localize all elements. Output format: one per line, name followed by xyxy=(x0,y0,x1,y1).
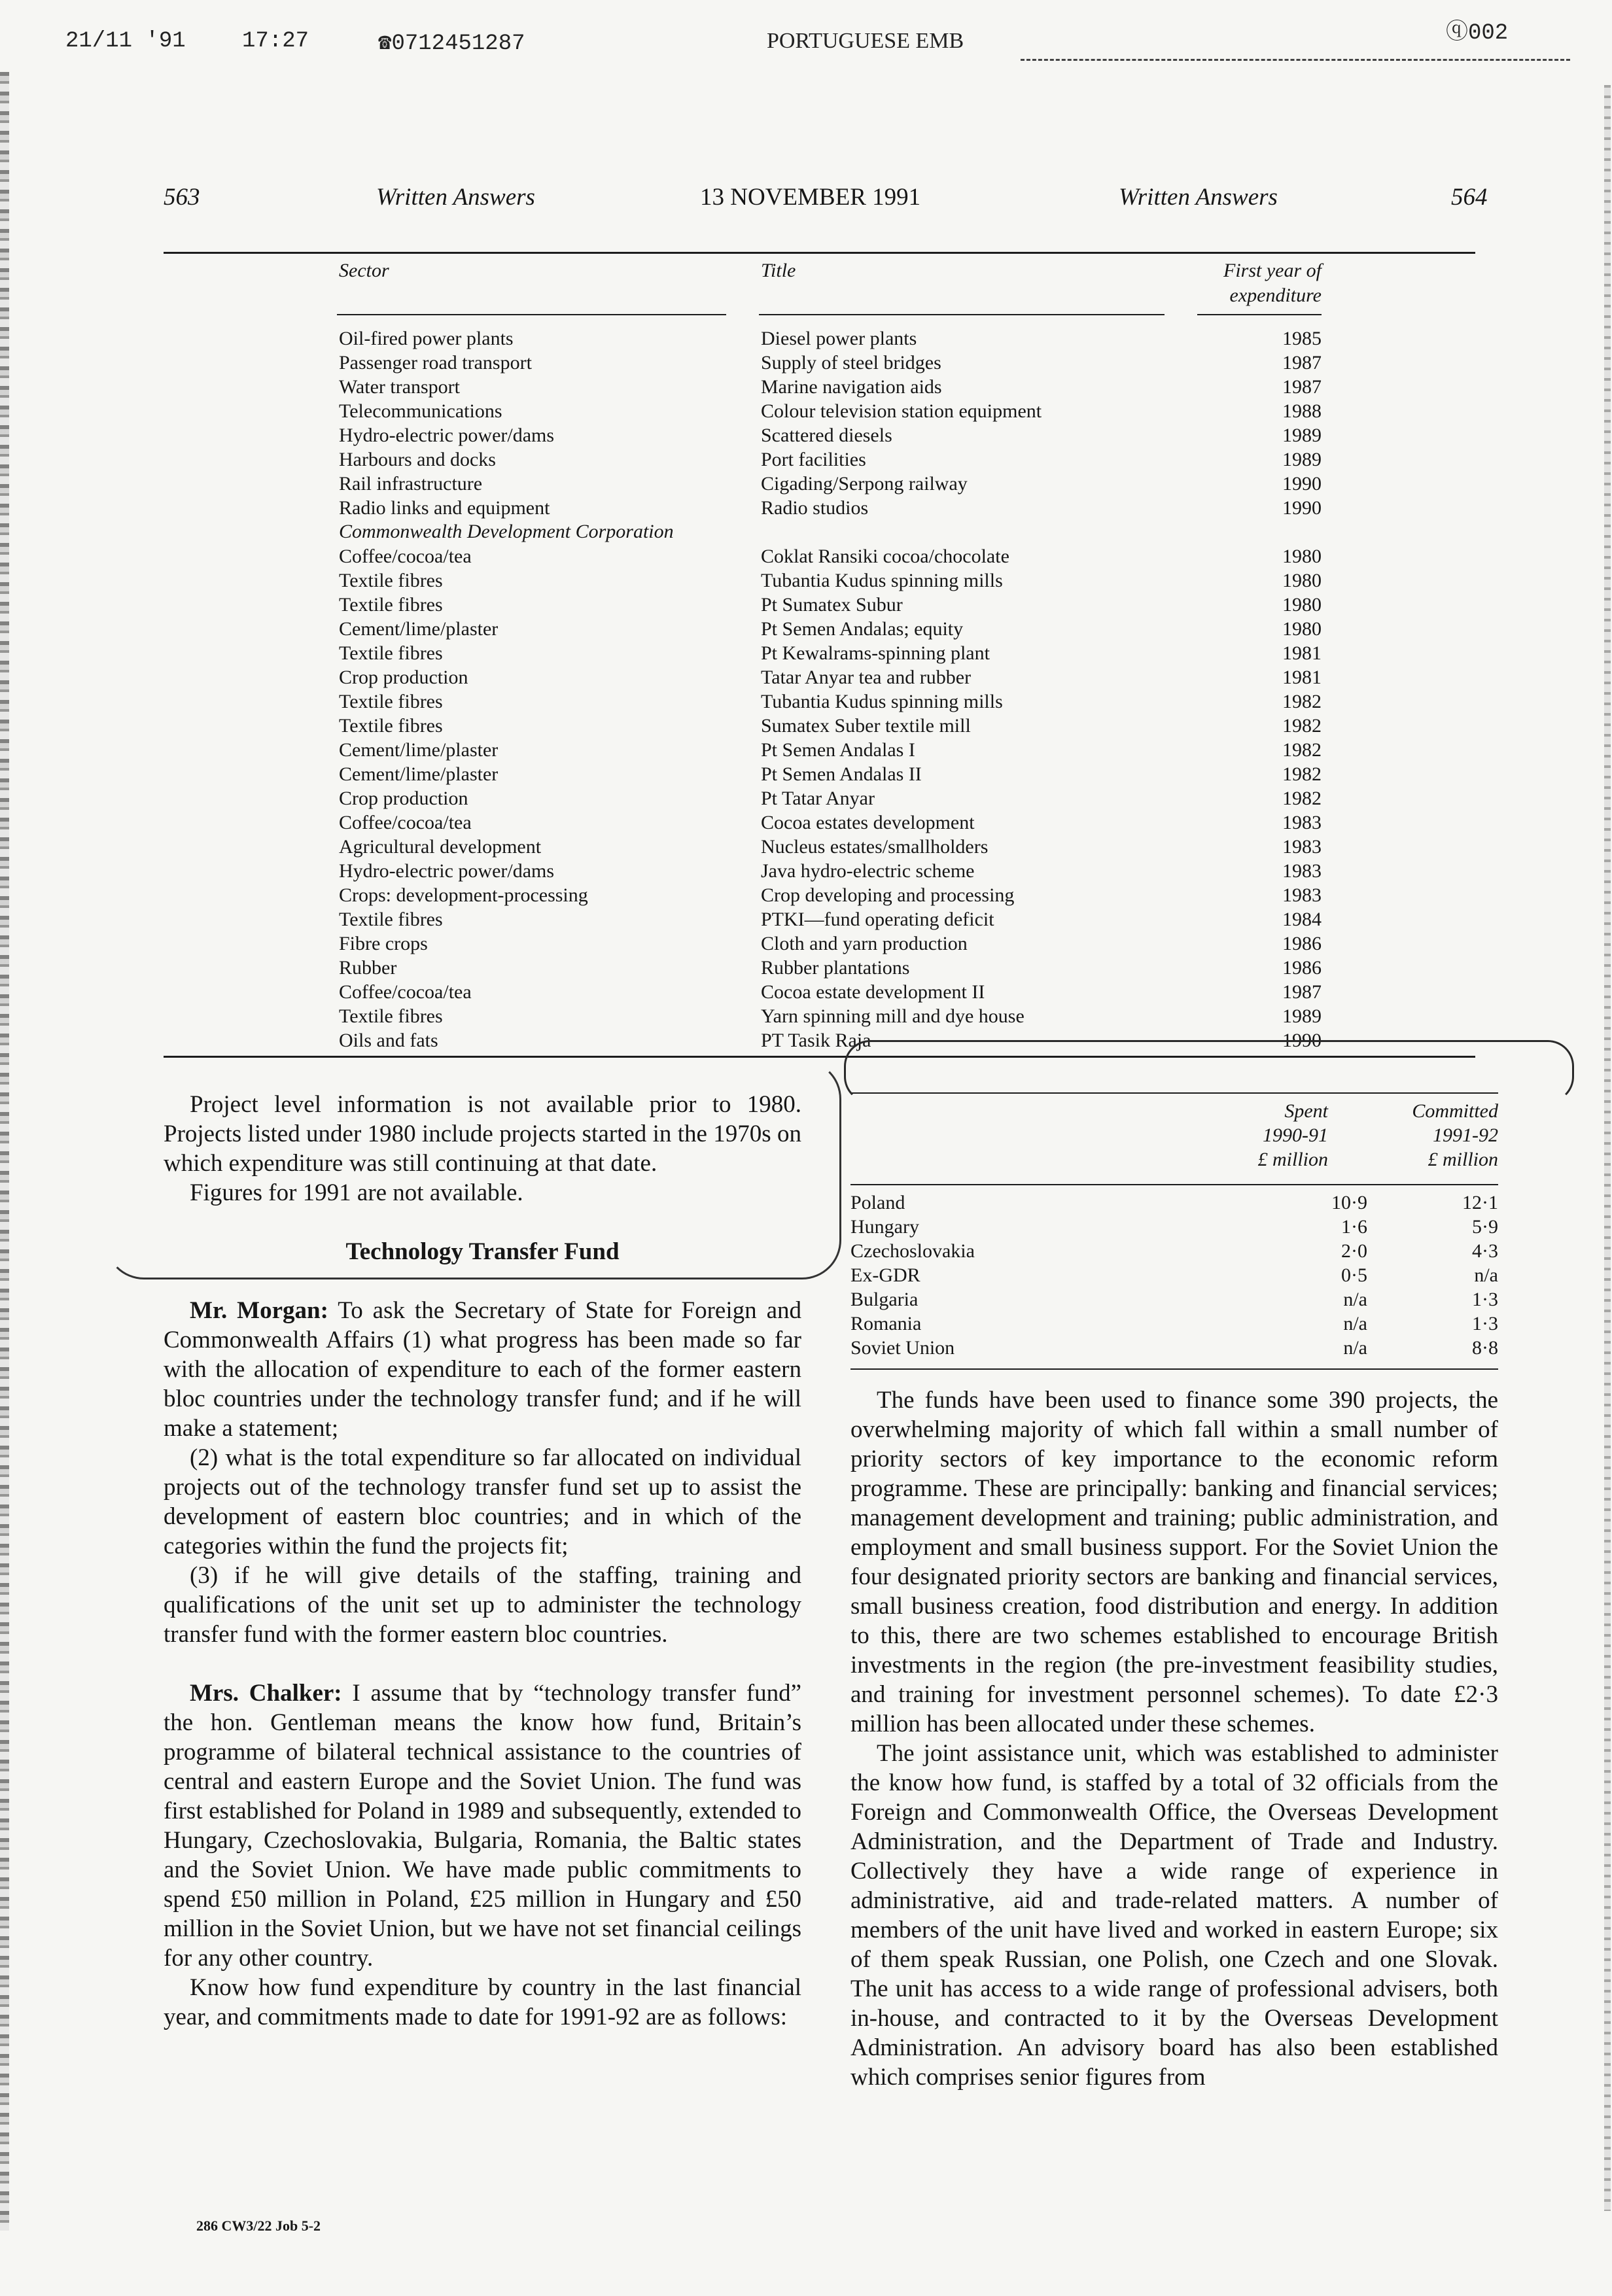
sector-cell: Cement/lime/plaster xyxy=(339,739,499,761)
committed-cell: 12·1 xyxy=(1462,1192,1498,1213)
table-row xyxy=(0,860,1612,883)
table-row xyxy=(0,666,1612,689)
sector-cell: Textile fibres xyxy=(339,1005,443,1027)
committed-cell: 4·3 xyxy=(1472,1240,1498,1262)
sector-header: Sector xyxy=(339,260,389,281)
sector-cell: Water transport xyxy=(339,376,461,398)
answer-1: Mrs. Chalker: I assume that by “technology transfer fund” the hon. Gentleman means the know how fund, Britain’s programme of bilateral technical assistance to the countries of central and eastern Europe and the Soviet Union. The fund was first established for Poland in 1989 and subsequently, extended to Hungary, Czechoslovakia, Bulgaria, Romania, the Baltic states and the Soviet Union. We have made public commitments to spend £50 million in Poland, £25 million in Hungary and £50 million in the Soviet Union, but we have not set financial ceilings for any other country. xyxy=(164,1680,801,1972)
sector-cell: Cement/lime/plaster xyxy=(339,763,499,785)
table-row xyxy=(0,617,1612,641)
sector-cell: Coffee/cocoa/tea xyxy=(339,546,472,567)
fax-time: 17:27 xyxy=(242,29,309,54)
year-cell: 1983 xyxy=(1282,860,1322,882)
title-cell: Pt Sumatex Subur xyxy=(761,594,903,616)
running-head xyxy=(0,183,1612,222)
spent-cell: 0·5 xyxy=(1341,1264,1367,1286)
table-row xyxy=(0,932,1612,956)
spend-row xyxy=(850,1287,1498,1312)
table-row xyxy=(0,1005,1612,1028)
year-cell: 1983 xyxy=(1282,884,1322,906)
spent-cell: 2·0 xyxy=(1341,1240,1367,1262)
sector-cell: Crop production xyxy=(339,788,468,809)
sector-cell: Textile fibres xyxy=(339,715,443,737)
spent-cell: 1·6 xyxy=(1341,1216,1367,1238)
spend-row xyxy=(850,1215,1498,1239)
year-header-line1: First year of xyxy=(1223,260,1322,281)
figures-note: Figures for 1991 are not available. xyxy=(190,1179,523,1206)
question-1: Mr. Morgan: To ask the Secretary of State for Foreign and Commonwealth Affairs (1) what progress has been made so far with the allocation of expenditure to each of the former eastern bloc countries under the technology transfer fund; and if he will make a statement; xyxy=(164,1297,802,1442)
title-cell: Tubantia Kudus spinning mills xyxy=(761,570,1003,591)
title-cell: Port facilities xyxy=(761,449,866,470)
year-cell: 1983 xyxy=(1282,812,1322,833)
country-cell: Soviet Union xyxy=(850,1337,955,1359)
year-cell: 1990 xyxy=(1282,497,1322,519)
year-cell: 1989 xyxy=(1282,1005,1322,1027)
table-row xyxy=(0,400,1612,423)
year-cell: 1986 xyxy=(1282,957,1322,979)
sector-cell: Coffee/cocoa/tea xyxy=(339,981,472,1003)
year-cell: 1990 xyxy=(1282,473,1322,495)
title-cell: Nucleus estates/smallholders xyxy=(761,836,989,858)
sector-cell: Telecommunications xyxy=(339,400,502,422)
question-2: (2) what is the total expenditure so far allocated on individual projects out of the technology transfer fund set up to assist the development of eastern bloc countries; and in which of the categories within the fund the projects fit; xyxy=(164,1444,801,1559)
year-cell: 1980 xyxy=(1282,546,1322,567)
title-cell: Pt Semen Andalas II xyxy=(761,763,922,785)
sector-cell: Passenger road transport xyxy=(339,352,532,374)
title-cell: Rubber plantations xyxy=(761,957,910,979)
title-cell: Cocoa estates development xyxy=(761,812,975,833)
answer-4: The joint assistance unit, which was established to administer the know how fund, is staffed by a total of 32 officials from the Foreign and Commonwealth Office, the Overseas Development Administration, and the Department of Trade and Industry. Collectively they have a wide range of experience in administrative, aid and trade-related matters. A number of members of the unit have lived and worked in eastern Europe; six of them speak Russian, one Polish, one Czech and one Slovak. The unit has access to a wide range of professional advisers, both in-house, and contracted to it by the Overseas Development Administration. An advisory board has also been established which comprises senior figures from xyxy=(850,1740,1498,2091)
committed-header: Committed 1991-92 £ million xyxy=(1412,1100,1498,1170)
title-cell: Pt Semen Andalas; equity xyxy=(761,618,964,640)
table-row xyxy=(0,448,1612,472)
year-cell: 1988 xyxy=(1282,400,1322,422)
title-cell: Cloth and yarn production xyxy=(761,933,968,954)
year-cell: 1987 xyxy=(1282,352,1322,374)
answer-2: Know how fund expenditure by country in the last financial year, and commitments made to date for 1991-92 are as follows: xyxy=(164,1974,801,2030)
spend-row xyxy=(850,1239,1498,1263)
section-heading: Technology Transfer Fund xyxy=(345,1238,620,1265)
table-row xyxy=(0,472,1612,496)
title-cell: Scattered diesels xyxy=(761,425,892,446)
table-row xyxy=(0,327,1612,351)
spent-cell: n/a xyxy=(1343,1289,1367,1310)
sector-cell: Oil-fired power plants xyxy=(339,328,514,349)
sector-cell: Radio links and equipment xyxy=(339,497,550,519)
sector-header-rule xyxy=(337,314,726,315)
questioner: Mr. Morgan: xyxy=(190,1297,328,1324)
table-row xyxy=(0,763,1612,786)
title-cell: Pt Kewalrams-spinning plant xyxy=(761,642,990,664)
spent-cell: n/a xyxy=(1343,1313,1367,1334)
sector-cell: Textile fibres xyxy=(339,570,443,591)
sector-cell: Hydro-electric power/dams xyxy=(339,425,555,446)
year-cell: 1982 xyxy=(1282,739,1322,761)
right-text-column xyxy=(850,1385,1498,2092)
committed-cell: 1·3 xyxy=(1472,1313,1498,1334)
table-row xyxy=(0,739,1612,762)
title-cell: Diesel power plants xyxy=(761,328,917,349)
country-cell: Romania xyxy=(850,1313,922,1334)
year-cell: 1983 xyxy=(1282,836,1322,858)
sector-cell: Textile fibres xyxy=(339,909,443,930)
sector-cell: Cement/lime/plaster xyxy=(339,618,499,640)
table-row xyxy=(0,424,1612,447)
country-cell: Ex-GDR xyxy=(850,1264,920,1286)
fax-date: 21/11 '91 xyxy=(65,29,186,54)
title-cell: Cigading/Serpong railway xyxy=(761,473,968,495)
title-cell: Yarn spinning mill and dye house xyxy=(761,1005,1025,1027)
table-row xyxy=(0,884,1612,907)
sector-cell: Harbours and docks xyxy=(339,449,496,470)
year-cell: 1981 xyxy=(1282,642,1322,664)
fax-header xyxy=(0,9,1612,61)
sector-cell: Oils and fats xyxy=(339,1030,438,1051)
title-cell: Sumatex Suber textile mill xyxy=(761,715,971,737)
sector-cell: Crops: development-processing xyxy=(339,884,588,906)
spend-table-header-rule xyxy=(850,1184,1498,1185)
table-row xyxy=(0,375,1612,399)
committed-cell: 8·8 xyxy=(1472,1337,1498,1359)
year-cell: 1982 xyxy=(1282,691,1322,712)
table-row xyxy=(0,690,1612,714)
sector-cell: Textile fibres xyxy=(339,642,443,664)
left-running-title: Written Answers xyxy=(376,184,535,211)
year-cell: 1982 xyxy=(1282,715,1322,737)
title-cell: Supply of steel bridges xyxy=(761,352,941,374)
year-cell: 1980 xyxy=(1282,618,1322,640)
right-column-number: 564 xyxy=(1451,184,1488,211)
year-cell: 1987 xyxy=(1282,981,1322,1003)
country-cell: Poland xyxy=(850,1192,905,1213)
year-cell: 1982 xyxy=(1282,788,1322,809)
title-cell: PTKI—fund operating deficit xyxy=(761,909,994,930)
title-cell: Tatar Anyar tea and rubber xyxy=(761,667,972,688)
sector-cell: Agricultural development xyxy=(339,836,542,858)
sector-cell: Textile fibres xyxy=(339,691,443,712)
year-cell: 1989 xyxy=(1282,449,1322,470)
sector-cell: Fibre crops xyxy=(339,933,428,954)
sector-cell: Rail infrastructure xyxy=(339,473,483,495)
fax-sender: PORTUGUESE EMB xyxy=(767,29,964,53)
year-cell: 1981 xyxy=(1282,667,1322,688)
title-cell: Java hydro-electric scheme xyxy=(761,860,975,882)
title-cell: Coklat Ransiki cocoa/chocolate xyxy=(761,546,1009,567)
sector-cell: Crop production xyxy=(339,667,468,688)
print-footer: 286 CW3/22 Job 5-2 xyxy=(196,2218,321,2234)
table-row xyxy=(0,496,1612,520)
table-row xyxy=(0,351,1612,375)
cdc-subheading: Commonwealth Development Corporation xyxy=(339,521,674,542)
table-row xyxy=(0,714,1612,738)
fax-phone: ☎0712451287 xyxy=(378,31,525,56)
country-cell: Czechoslovakia xyxy=(850,1240,975,1262)
table-row xyxy=(0,593,1612,617)
answerer: Mrs. Chalker: xyxy=(190,1680,342,1707)
table-row xyxy=(0,642,1612,665)
year-cell: 1989 xyxy=(1282,425,1322,446)
right-running-title: Written Answers xyxy=(1119,184,1278,211)
fax-page-number: ⓠ002 xyxy=(1446,21,1509,46)
year-cell: 1990 xyxy=(1282,1030,1322,1051)
table-row xyxy=(0,908,1612,931)
year-cell: 1980 xyxy=(1282,594,1322,616)
title-cell: Cocoa estate development II xyxy=(761,981,985,1003)
country-cell: Bulgaria xyxy=(850,1289,919,1310)
title-cell: Marine navigation aids xyxy=(761,376,942,398)
left-column-number: 563 xyxy=(164,184,200,211)
spent-cell: n/a xyxy=(1343,1337,1367,1359)
spend-table-bottom-rule xyxy=(850,1368,1498,1370)
table-row xyxy=(0,545,1612,568)
sector-cell: Textile fibres xyxy=(339,594,443,616)
committed-cell: 5·9 xyxy=(1472,1216,1498,1238)
year-cell: 1982 xyxy=(1282,763,1322,785)
title-cell: Crop developing and processing xyxy=(761,884,1015,906)
sector-cell: Hydro-electric power/dams xyxy=(339,860,555,882)
table-row xyxy=(0,956,1612,980)
spent-cell: 10·9 xyxy=(1331,1192,1367,1213)
year-header-rule xyxy=(1197,314,1322,315)
sector-cell: Coffee/cocoa/tea xyxy=(339,812,472,833)
table-row xyxy=(0,835,1612,859)
spend-row xyxy=(850,1191,1498,1215)
answer-3: The funds have been used to finance some 390 projects, the overwhelming majority of which fall within a small number of priority sectors of key importance to the economic reform programme. These are principally: banking and financial services; management development and training; public administration, and employment and small business support. For the Soviet Union the four designated priority sectors are banking and financial services, small business creation, food distribution and energy. In addition to this, there are two schemes established to encourage British investments in the region (the pre-investment feasibility studies, and training for investment personnel schemes). To date £2·3 million has been allocated under these schemes. xyxy=(850,1387,1498,1737)
question-3: (3) if he will give details of the staffing, training and qualifications of the unit set up to administer the technology transfer fund with the former eastern bloc countries. xyxy=(164,1562,801,1648)
year-cell: 1980 xyxy=(1282,570,1322,591)
spent-header: Spent 1990-91 £ million xyxy=(1257,1100,1328,1170)
hand-drawn-mark-right xyxy=(844,1040,1574,1103)
year-header-line2: expenditure xyxy=(1229,285,1322,306)
title-header-rule xyxy=(759,314,1165,315)
table-row xyxy=(0,787,1612,810)
sitting-date: 13 NOVEMBER 1991 xyxy=(700,184,921,211)
table-row xyxy=(0,569,1612,593)
country-cell: Hungary xyxy=(850,1216,919,1238)
title-cell: Pt Tatar Anyar xyxy=(761,788,875,809)
title-cell: Radio studios xyxy=(761,497,869,519)
table-note: Project level information is not available prior to 1980. Projects listed under 1980 include projects started in the 1970s on which expenditure was still continuing at that date. xyxy=(164,1091,801,1177)
committed-cell: n/a xyxy=(1474,1264,1498,1286)
table-row xyxy=(0,811,1612,835)
title-header: Title xyxy=(761,260,796,281)
title-cell: PT Tasik Raja xyxy=(761,1030,871,1051)
table-row xyxy=(0,981,1612,1004)
year-cell: 1984 xyxy=(1282,909,1322,930)
title-cell: Colour television station equipment xyxy=(761,400,1042,422)
year-cell: 1986 xyxy=(1282,933,1322,954)
fax-dash-rule xyxy=(1021,59,1570,61)
year-cell: 1987 xyxy=(1282,376,1322,398)
year-cell: 1985 xyxy=(1282,328,1322,349)
sector-cell: Rubber xyxy=(339,957,397,979)
table-top-rule xyxy=(164,252,1475,254)
spend-row xyxy=(850,1336,1498,1360)
title-cell: Pt Semen Andalas I xyxy=(761,739,915,761)
title-cell: Tubantia Kudus spinning mills xyxy=(761,691,1003,712)
committed-cell: 1·3 xyxy=(1472,1289,1498,1310)
spend-row xyxy=(850,1263,1498,1287)
spend-row xyxy=(850,1312,1498,1336)
hand-drawn-mark-left xyxy=(105,1060,841,1279)
